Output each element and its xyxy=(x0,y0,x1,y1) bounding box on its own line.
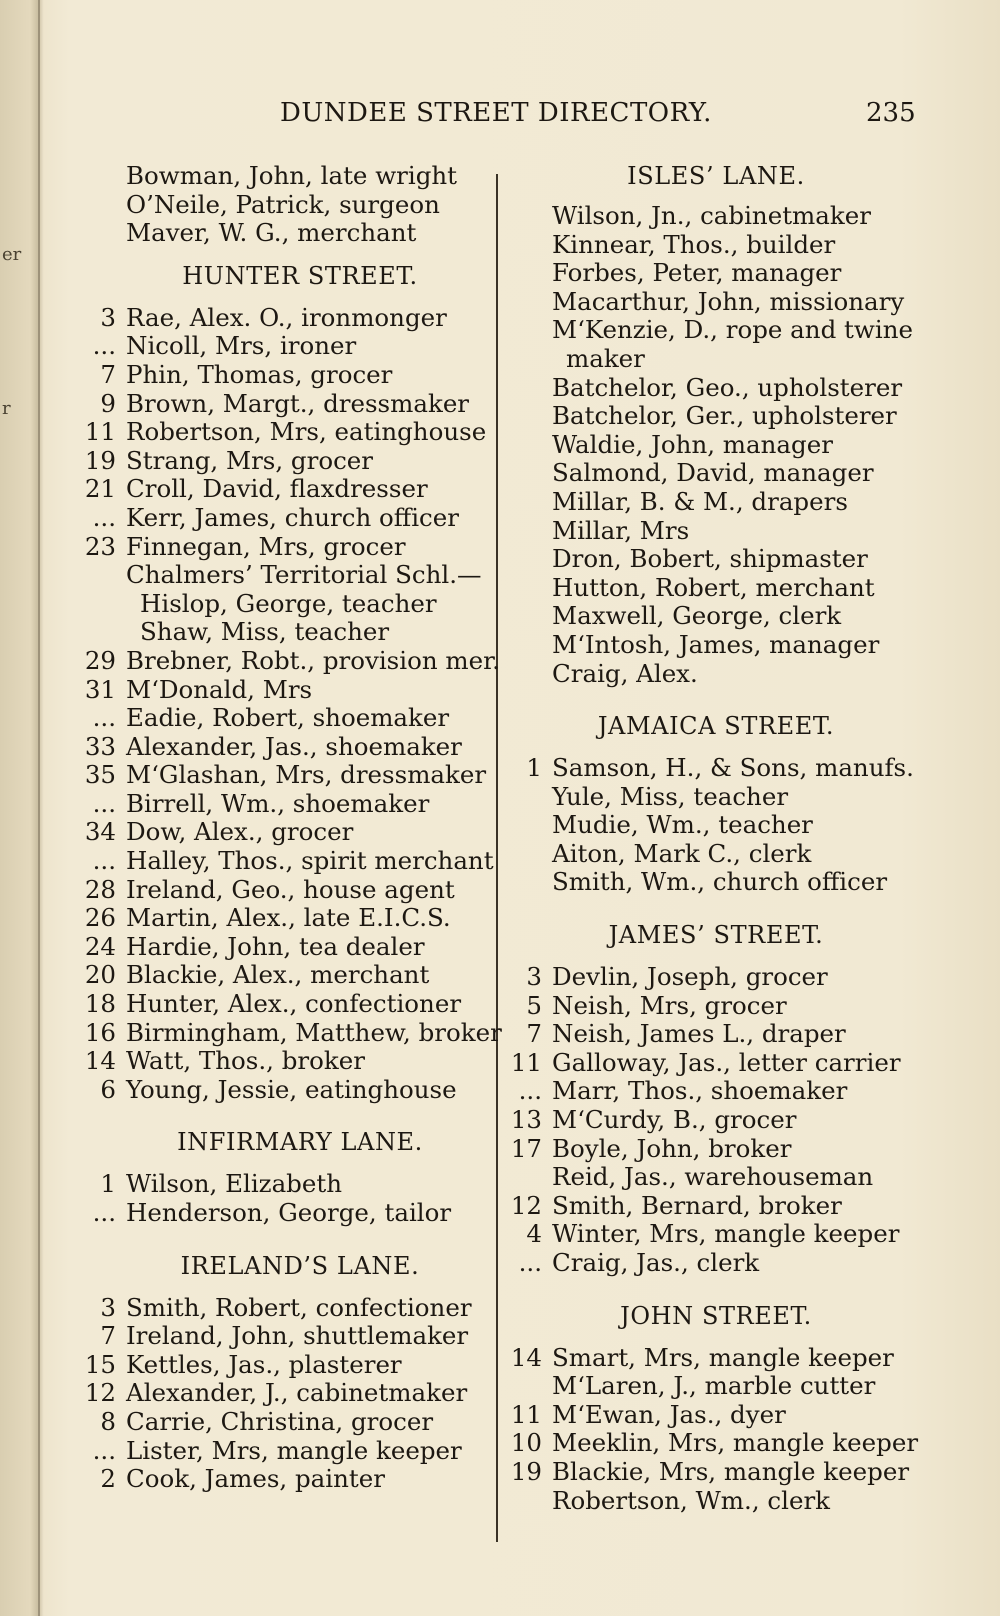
entry-text: Craig, Jas., clerk xyxy=(552,1248,760,1277)
directory-entry xyxy=(506,754,926,783)
directory-entry xyxy=(506,1077,926,1106)
entries xyxy=(506,1344,926,1516)
house-number: 7 xyxy=(100,1321,116,1351)
directory-entry xyxy=(506,1487,926,1516)
directory-entry xyxy=(80,961,500,990)
directory-entry xyxy=(80,1047,500,1076)
directory-entry xyxy=(506,259,926,288)
entry-text: Rae, Alex. O., ironmonger xyxy=(126,302,447,332)
section-james-street xyxy=(506,907,926,1278)
entry-text: Aiton, Mark C., clerk xyxy=(552,838,812,868)
house-number: 14 xyxy=(84,1046,116,1076)
house-number: 12 xyxy=(84,1378,116,1408)
directory-entry xyxy=(506,316,926,345)
directory-entry xyxy=(506,431,926,460)
directory-entry xyxy=(506,811,926,840)
directory-entry xyxy=(506,1220,926,1249)
entry-text: Alexander, Jas., shoemaker xyxy=(126,731,462,761)
directory-entry xyxy=(80,618,500,647)
directory-entry xyxy=(80,475,500,504)
entry-text: Forbes, Peter, manager xyxy=(552,258,842,288)
directory-entry xyxy=(80,676,500,705)
entry-text: Samson, H., & Sons, manufs. xyxy=(552,753,914,783)
directory-entry xyxy=(80,418,500,447)
entry-text: Finnegan, Mrs, grocer xyxy=(126,531,406,561)
spacer xyxy=(80,1228,500,1238)
entry-text: Smith, Wm., church officer xyxy=(552,867,888,897)
house-number: 24 xyxy=(84,931,116,961)
house-number: 11 xyxy=(510,1399,542,1429)
house-number: ... xyxy=(92,1198,116,1227)
binding-gutter-line xyxy=(38,0,40,1616)
directory-entry xyxy=(506,840,926,869)
running-title: DUNDEE STREET DIRECTORY. xyxy=(280,98,712,128)
entry-text: Cook, James, painter xyxy=(126,1464,385,1494)
spacer xyxy=(506,688,926,698)
house-number: ... xyxy=(92,331,116,361)
house-number: ... xyxy=(518,1076,542,1106)
entry-text: Salmond, David, manager xyxy=(552,458,874,488)
entry-text: Winter, Mrs, mangle keeper xyxy=(552,1219,900,1249)
directory-entry xyxy=(506,1344,926,1373)
entry-text: Lister, Mrs, mangle keeper xyxy=(126,1435,462,1465)
entries xyxy=(80,304,500,1105)
entry-text: Waldie, John, manager xyxy=(552,429,833,459)
section-continued xyxy=(80,162,500,248)
directory-entry xyxy=(80,191,500,220)
directory-entry xyxy=(80,990,500,1019)
directory-entry xyxy=(506,1049,926,1078)
entries xyxy=(506,963,926,1278)
entry-text: Millar, B. & M., drapers xyxy=(552,486,848,516)
directory-entry xyxy=(506,660,926,689)
section-heading: IRELAND’S LANE. xyxy=(180,1251,420,1280)
house-number: 7 xyxy=(100,359,116,389)
directory-entry xyxy=(80,790,500,819)
page-header xyxy=(0,98,1000,138)
entry-text: Batchelor, Ger., upholsterer xyxy=(552,401,897,431)
directory-entry xyxy=(80,1408,500,1437)
entry-text: Wilson, Jn., cabinetmaker xyxy=(552,201,871,230)
section-heading: ISLES’ LANE. xyxy=(627,162,805,190)
entry-text: Brebner, Robt., provision mer. xyxy=(126,645,500,675)
entry-text: Dow, Alex., grocer xyxy=(126,817,354,847)
directory-entry xyxy=(506,963,926,992)
entry-text: Birrell, Wm., shoemaker xyxy=(126,788,430,818)
entry-text: Hislop, George, teacher xyxy=(140,588,437,618)
entry-text: Carrie, Christina, grocer xyxy=(126,1406,434,1436)
directory-entry xyxy=(506,1135,926,1164)
house-number: 1 xyxy=(100,1169,116,1199)
entry-text: Brown, Margt., dressmaker xyxy=(126,388,470,418)
spacer xyxy=(506,1278,926,1288)
directory-entry xyxy=(80,704,500,733)
directory-entry xyxy=(80,219,500,248)
section-heading: JAMES’ STREET. xyxy=(608,921,824,950)
house-number: 1 xyxy=(526,753,542,783)
directory-entry xyxy=(80,1465,500,1494)
entry-text: Devlin, Joseph, grocer xyxy=(552,962,828,992)
right-column xyxy=(506,162,926,1515)
entry-text: Neish, Mrs, grocer xyxy=(552,990,787,1020)
section-heading: HUNTER STREET. xyxy=(182,261,418,290)
house-number: ... xyxy=(92,846,116,876)
directory-entry xyxy=(80,933,500,962)
directory-entry xyxy=(506,488,926,517)
section-infirmary-lane xyxy=(80,1114,500,1227)
entry-text: Reid, Jas., warehouseman xyxy=(552,1162,874,1192)
house-number: ... xyxy=(518,1248,542,1277)
directory-entry xyxy=(80,733,500,762)
house-number: 34 xyxy=(84,817,116,847)
entry-text: Bowman, John, late wright xyxy=(126,161,458,190)
house-number: 8 xyxy=(100,1406,116,1436)
directory-entry xyxy=(80,1019,500,1048)
house-number: 2 xyxy=(100,1464,116,1494)
entry-text: Eadie, Robert, shoemaker xyxy=(126,703,450,733)
directory-entry xyxy=(80,361,500,390)
directory-entry xyxy=(506,402,926,431)
entry-text: Chalmers’ Territorial Schl.— xyxy=(126,560,482,590)
directory-entry xyxy=(80,1351,500,1380)
entry-text: Blackie, Mrs, mangle keeper xyxy=(552,1456,910,1486)
directory-entry xyxy=(506,1372,926,1401)
page-number: 235 xyxy=(866,98,916,128)
margin-mark-lower: r xyxy=(2,398,11,419)
entry-text: Nicoll, Mrs, ironer xyxy=(126,331,357,361)
directory-entry xyxy=(80,1437,500,1466)
entry-text: M‘Laren, J., marble cutter xyxy=(552,1371,876,1401)
entry-text: Shaw, Miss, teacher xyxy=(140,617,390,647)
directory-entry xyxy=(80,818,500,847)
directory-entry xyxy=(506,288,926,317)
entry-text: Kettles, Jas., plasterer xyxy=(126,1349,402,1379)
directory-entry xyxy=(80,1170,500,1199)
directory-entry xyxy=(80,590,500,619)
section-heading: INFIRMARY LANE. xyxy=(177,1128,423,1157)
entry-text: Martin, Alex., late E.I.C.S. xyxy=(126,903,451,933)
directory-entry xyxy=(506,1429,926,1458)
house-number: ... xyxy=(92,703,116,733)
entry-text: Alexander, J., cabinetmaker xyxy=(126,1378,468,1408)
directory-entry xyxy=(506,1163,926,1192)
house-number: 16 xyxy=(84,1017,116,1047)
directory-entry xyxy=(506,868,926,897)
entry-text: Robertson, Mrs, eatinghouse xyxy=(126,417,487,447)
entry-text: Marr, Thos., shoemaker xyxy=(552,1076,848,1106)
house-number: 12 xyxy=(510,1190,542,1220)
entry-text: Robertson, Wm., clerk xyxy=(552,1485,831,1515)
entry-text: Craig, Alex. xyxy=(552,658,698,688)
section-jamaica-street xyxy=(506,698,926,897)
house-number: 4 xyxy=(526,1219,542,1249)
house-number: 14 xyxy=(510,1342,542,1372)
entry-text: O’Neile, Patrick, surgeon xyxy=(126,189,440,219)
directory-entry xyxy=(80,876,500,905)
left-column xyxy=(80,162,500,1494)
section-heading: JOHN STREET. xyxy=(620,1301,812,1330)
house-number: 5 xyxy=(526,990,542,1020)
house-number: 23 xyxy=(84,531,116,561)
entry-text: Dron, Bobert, shipmaster xyxy=(552,544,868,574)
directory-entry xyxy=(80,1379,500,1408)
house-number: 21 xyxy=(84,474,116,504)
section-irelands-lane xyxy=(80,1238,500,1494)
directory-entry xyxy=(506,231,926,260)
entry-text: Smith, Robert, confectioner xyxy=(126,1292,472,1322)
directory-entry xyxy=(506,602,926,631)
entry-text: Henderson, George, tailor xyxy=(126,1198,452,1227)
entry-text: Galloway, Jas., letter carrier xyxy=(552,1047,901,1077)
entries xyxy=(506,754,926,897)
directory-entry xyxy=(80,162,500,191)
directory-entry xyxy=(80,904,500,933)
directory-entry xyxy=(506,545,926,574)
entry-text: Wilson, Elizabeth xyxy=(126,1169,342,1199)
entry-text: Ireland, Geo., house agent xyxy=(126,874,455,904)
directory-entry xyxy=(80,533,500,562)
entry-text: Blackie, Alex., merchant xyxy=(126,960,430,990)
house-number: 20 xyxy=(84,960,116,990)
entry-text: M‘Donald, Mrs xyxy=(126,674,313,704)
entry-text: Macarthur, John, missionary xyxy=(552,286,905,316)
section-isles-lane xyxy=(506,162,926,688)
entry-text: Halley, Thos., spirit merchant xyxy=(126,846,494,876)
directory-entry xyxy=(506,992,926,1021)
house-number: 10 xyxy=(510,1428,542,1458)
house-number: 13 xyxy=(510,1105,542,1135)
directory-entry xyxy=(80,1322,500,1351)
directory-entry xyxy=(80,847,500,876)
house-number: 3 xyxy=(100,302,116,332)
house-number: 35 xyxy=(84,760,116,790)
directory-entry xyxy=(80,390,500,419)
directory-entry xyxy=(80,647,500,676)
house-number: 33 xyxy=(84,731,116,761)
spacer xyxy=(80,1104,500,1114)
entry-text: Kinnear, Thos., builder xyxy=(552,229,836,259)
entry-text: M‘Glashan, Mrs, dressmaker xyxy=(126,760,487,790)
entry-text: Hutton, Robert, merchant xyxy=(552,572,875,602)
house-number: 7 xyxy=(526,1019,542,1049)
entry-text: Kerr, James, church officer xyxy=(126,502,459,532)
directory-entry xyxy=(506,459,926,488)
entry-text: Meeklin, Mrs, mangle keeper xyxy=(552,1428,919,1458)
house-number: 6 xyxy=(100,1074,116,1104)
entry-text: Ireland, John, shuttlemaker xyxy=(126,1321,469,1351)
house-number: 3 xyxy=(526,962,542,992)
directory-entry xyxy=(506,374,926,403)
entry-text: Smith, Bernard, broker xyxy=(552,1190,842,1220)
section-john-street xyxy=(506,1288,926,1516)
entry-text: M‘Kenzie, D., rope and twine xyxy=(552,315,913,345)
directory-entry xyxy=(506,1401,926,1430)
directory-entry xyxy=(80,1076,500,1105)
entry-text: Millar, Mrs xyxy=(552,515,690,545)
margin-mark-upper: er xyxy=(2,244,22,265)
directory-entry xyxy=(80,504,500,533)
entry-text: Batchelor, Geo., upholsterer xyxy=(552,372,903,402)
entry-text: Hunter, Alex., confectioner xyxy=(126,989,462,1019)
house-number: 3 xyxy=(100,1292,116,1322)
entry-text: Watt, Thos., broker xyxy=(126,1046,365,1076)
entry-text: Young, Jessie, eatinghouse xyxy=(126,1074,457,1104)
entries xyxy=(506,202,926,688)
directory-entry xyxy=(506,1249,926,1278)
house-number: 11 xyxy=(84,417,116,447)
directory-entry xyxy=(80,561,500,590)
section-hunter-street xyxy=(80,248,500,1105)
entry-text: Maxwell, George, clerk xyxy=(552,601,842,631)
directory-entry xyxy=(80,332,500,361)
directory-entry xyxy=(80,1294,500,1323)
house-number: 18 xyxy=(84,989,116,1019)
entry-text: M‘Intosh, James, manager xyxy=(552,629,880,659)
directory-entry xyxy=(80,304,500,333)
entry-text: Maver, W. G., merchant xyxy=(126,218,417,248)
directory-entry xyxy=(506,1020,926,1049)
house-number: 17 xyxy=(510,1133,542,1163)
directory-entry xyxy=(506,202,926,231)
directory-entry xyxy=(506,574,926,603)
entry-text: Yule, Miss, teacher xyxy=(552,781,789,811)
directory-entry xyxy=(80,761,500,790)
directory-entry xyxy=(506,631,926,660)
entry-text: Mudie, Wm., teacher xyxy=(552,810,813,840)
directory-entry xyxy=(506,1106,926,1135)
house-number: 31 xyxy=(84,674,116,704)
entry-text: Phin, Thomas, grocer xyxy=(126,359,393,389)
directory-entry xyxy=(506,1458,926,1487)
directory-entry xyxy=(506,1192,926,1221)
directory-entry xyxy=(80,1199,500,1228)
entry-text: Smart, Mrs, mangle keeper xyxy=(552,1342,894,1372)
house-number: ... xyxy=(92,502,116,532)
directory-entry xyxy=(506,783,926,812)
entry-text: Neish, James L., draper xyxy=(552,1019,846,1049)
house-number: 19 xyxy=(510,1456,542,1486)
directory-entry xyxy=(506,517,926,546)
entries xyxy=(80,1170,500,1227)
entry-text: Birmingham, Matthew, broker xyxy=(126,1017,502,1047)
entry-text: Hardie, John, tea dealer xyxy=(126,931,425,961)
entry-text: M‘Curdy, B., grocer xyxy=(552,1105,797,1135)
section-heading: JAMAICA STREET. xyxy=(597,712,835,741)
house-number: 28 xyxy=(84,874,116,904)
entry-text: Croll, David, flaxdresser xyxy=(126,474,428,504)
directory-entry xyxy=(80,447,500,476)
entry-text: M‘Ewan, Jas., dyer xyxy=(552,1399,786,1429)
house-number: 26 xyxy=(84,903,116,933)
entries xyxy=(80,1294,500,1494)
house-number: ... xyxy=(92,1435,116,1465)
spacer xyxy=(506,897,926,907)
house-number: 29 xyxy=(84,645,116,675)
house-number: 19 xyxy=(84,445,116,475)
house-number: 15 xyxy=(84,1349,116,1379)
directory-entry xyxy=(506,345,926,374)
house-number: 9 xyxy=(100,388,116,418)
entry-text: Strang, Mrs, grocer xyxy=(126,445,374,475)
entry-text: Boyle, John, broker xyxy=(552,1133,792,1163)
entry-text: maker xyxy=(566,343,645,373)
house-number: 11 xyxy=(510,1047,542,1077)
house-number: ... xyxy=(92,788,116,818)
